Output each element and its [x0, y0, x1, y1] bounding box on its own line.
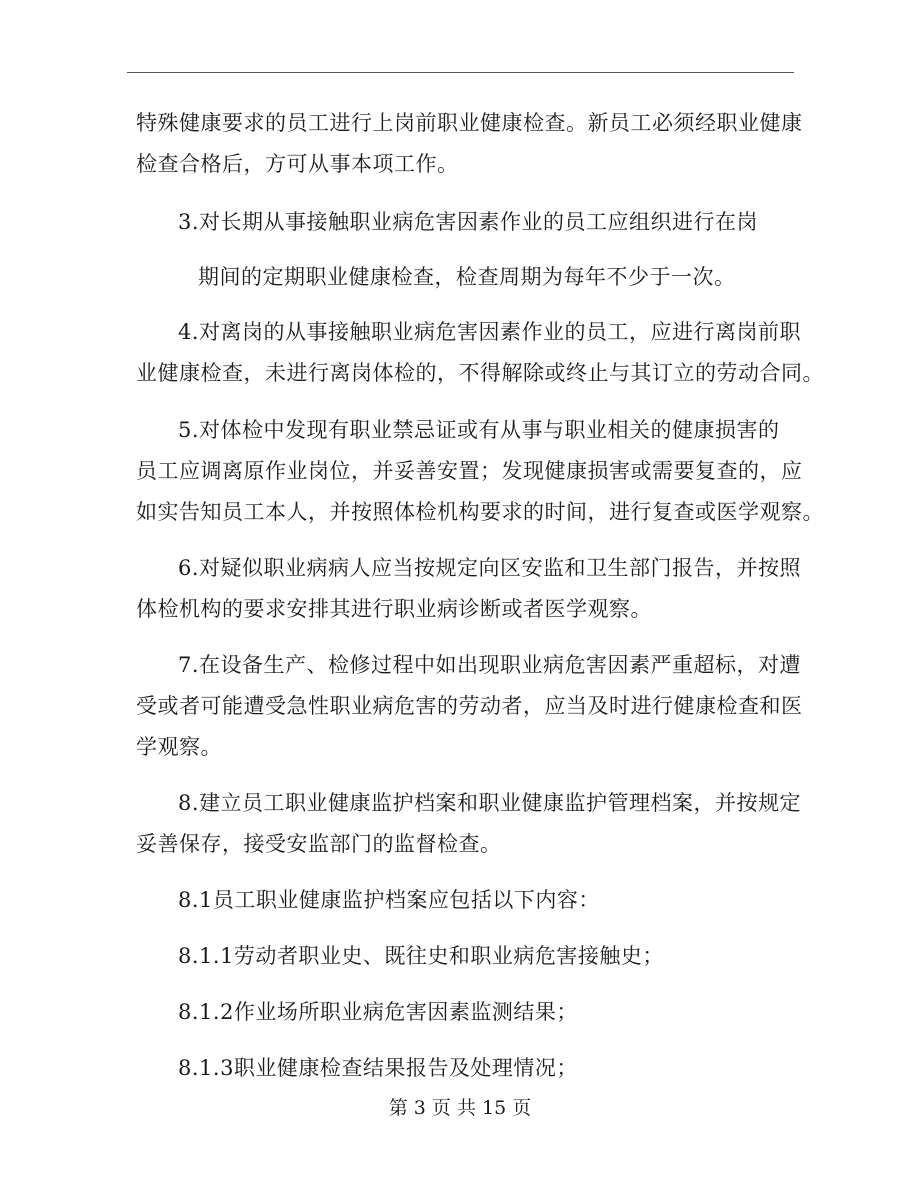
body-line: 5.对体检中发现有职业禁忌证或有从事与职业相关的健康损害的 [178, 418, 780, 442]
body-line: 检查合格后，方可从事本项工作。 [136, 152, 459, 176]
body-line: 8.1.1劳动者职业史、既往史和职业病危害接触史； [178, 944, 664, 968]
body-line: 4.对离岗的从事接触职业病危害因素作业的员工，应进行离岗前职 [178, 320, 802, 344]
body-line: 业健康检查，未进行离岗体检的，不得解除或终止与其订立的劳动合同。 [136, 361, 824, 385]
body-line: 8.1员工职业健康监护档案应包括以下内容： [178, 888, 600, 912]
body-line: 8.1.3职业健康检查结果报告及处理情况； [178, 1056, 578, 1080]
body-line: 7.在设备生产、检修过程中如出现职业病危害因素严重超标，对遭 [178, 653, 802, 677]
body-line: 期间的定期职业健康检查，检查周期为每年不少于一次。 [198, 265, 736, 289]
body-line: 6.对疑似职业病病人应当按规定向区安监和卫生部门报告，并按照 [178, 556, 802, 580]
body-line: 特殊健康要求的员工进行上岗前职业健康检查。新员工必须经职业健康 [136, 111, 803, 135]
body-line: 学观察。 [136, 735, 222, 759]
body-line: 如实告知员工本人，并按照体检机构要求的时间，进行复查或医学观察。 [136, 500, 824, 524]
body-line: 妥善保存，接受安监部门的监督检查。 [136, 832, 502, 856]
page-number-footer: 第 3 页 共 15 页 [388, 1097, 532, 1119]
body-line: 3.对长期从事接触职业病危害因素作业的员工应组织进行在岗 [178, 210, 759, 234]
body-line: 受或者可能遭受急性职业病危害的劳动者，应当及时进行健康检查和医 [136, 694, 803, 718]
body-line: 员工应调离原作业岗位，并妥善安置；发现健康损害或需要复查的，应 [136, 459, 803, 483]
body-line: 体检机构的要求安排其进行职业病诊断或者医学观察。 [136, 597, 652, 621]
body-line: 8.建立员工职业健康监护档案和职业健康监护管理档案，并按规定 [178, 791, 802, 815]
body-line: 8.1.2作业场所职业病危害因素监测结果； [178, 1000, 578, 1024]
header-rule [127, 72, 794, 73]
